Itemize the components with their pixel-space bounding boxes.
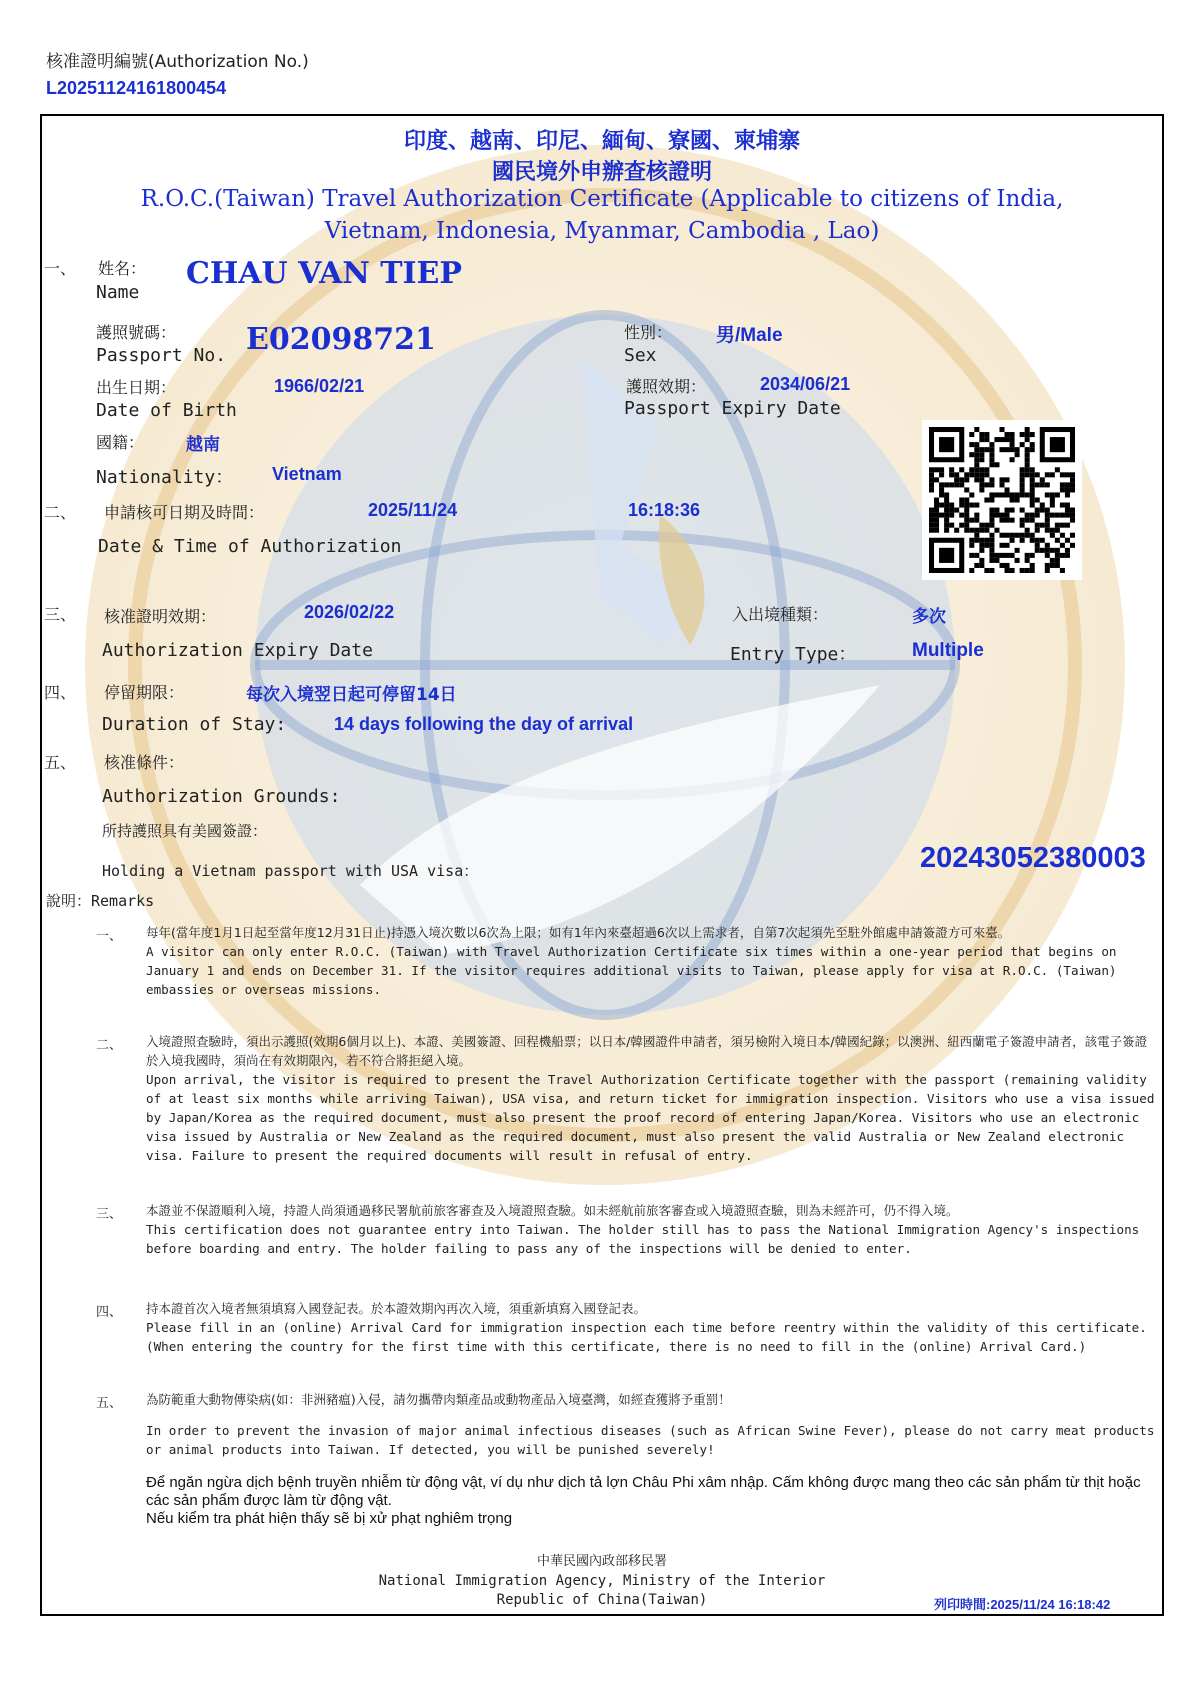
footer-country-en: Republic of China(Taiwan) bbox=[496, 1592, 708, 1608]
nationality-label-zh: 國籍： bbox=[96, 433, 145, 452]
remark-1-zh: 每年(當年度1月1日起至當年度12月31日止)持憑入境次數以6次為上限；如有1年內來臺超過6次以上需求者，自第7次起須先至駐外館處申請簽證方可來臺。 bbox=[146, 925, 1011, 940]
remark-3 bbox=[146, 1201, 1156, 1258]
qr-code-panel bbox=[922, 420, 1082, 580]
auth-expiry-label-zh: 核准證明效期： bbox=[104, 607, 217, 626]
remark-4-number: 四、 bbox=[96, 1305, 123, 1320]
serial-number: 20243052380003 bbox=[920, 842, 1146, 874]
grounds-sub-label-en: Holding a Vietnam passport with USA visa： bbox=[102, 862, 479, 880]
sex-value: 男/Male bbox=[716, 325, 783, 346]
remark-5-number: 五、 bbox=[96, 1396, 123, 1411]
remark-4 bbox=[146, 1299, 1156, 1356]
remarks-label: 說明：Remarks bbox=[46, 892, 155, 910]
remark-3-en: This certification does not guarantee entry into Taiwan. The holder still has to pass the National Immigration Agency's inspections before boarding and entry. The holder failing to pass any of the inspections will be denied to enter. bbox=[146, 1222, 1140, 1256]
title-zh-certificate: 國民境外申辦查核證明 bbox=[491, 160, 712, 185]
duration-label-zh: 停留期限： bbox=[104, 683, 185, 702]
authorization-no-label: 核准證明編號(Authorization No.) bbox=[46, 52, 309, 72]
duration-value-zh: 每次入境翌日起可停留14日 bbox=[246, 685, 457, 705]
remark-4-en: Please fill in an (online) Arrival Card for immigration inspection each time before reentry within the validity of this certificate. (When entering the country for the first time with this certificate, there is no need to fill in the (online) Arrival Card.) bbox=[146, 1320, 1147, 1354]
remark-3-zh: 本證並不保證順利入境，持證人尚須通過移民署航前旅客審查及入境證照查驗。如未經航前旅客審查或入境證照查驗，則為未經許可，仍不得入境。 bbox=[146, 1203, 959, 1218]
entry-type-value: Multiple bbox=[912, 640, 984, 661]
duration-label-en: Duration of Stay: bbox=[102, 714, 287, 735]
remark-4-zh: 持本證首次入境者無須填寫入國登記表。於本證效期內再次入境，須重新填寫入國登記表。 bbox=[146, 1301, 647, 1316]
remark-1-number: 一、 bbox=[96, 929, 123, 944]
passport-label-en: Passport No. bbox=[96, 345, 227, 366]
remark-2 bbox=[146, 1032, 1156, 1165]
remark-5-vi-line1: Để ngăn ngừa dịch bệnh truyền nhiễm từ động vật, ví dụ như dịch tả lợn Châu Phi xâm nhập. Cấm không được mang theo các sản phẩm từ thịt hoặc các sản phẩm được làm từ động vật. bbox=[146, 1474, 1141, 1509]
authorization-no-value: L20251124161800454 bbox=[46, 78, 227, 98]
nationality-value-zh: 越南 bbox=[186, 435, 220, 455]
dob-label-zh: 出生日期： bbox=[96, 378, 177, 397]
duration-value: 14 days following the day of arrival bbox=[334, 714, 634, 734]
sex-label-en: Sex bbox=[624, 345, 657, 366]
entry-type-label-zh: 入出境種類： bbox=[732, 605, 829, 624]
section-2-number: 二、 bbox=[44, 503, 77, 522]
name-value: CHAU VAN TIEP bbox=[186, 256, 462, 291]
dob-value: 1966/02/21 bbox=[274, 376, 365, 396]
footer-agency-en: National Immigration Agency, Ministry of the Interior bbox=[378, 1573, 826, 1589]
section-5-number: 五、 bbox=[44, 753, 77, 772]
auth-expiry-value: 2026/02/22 bbox=[304, 602, 395, 622]
remark-2-en: Upon arrival, the visitor is required to present the Travel Authorization Certificate together with the passport (remaining validity of at least six months while arriving Taiwan), USA visa, and return ticket for immigration inspection. Visitors who use a visa issued by Japan/Korea as the required document, must also present the proof record of entering Japan/Korea. Visitors who use an electronic visa issued by Australia or New Zealand as the required document, must also present the valid Australia or New Zealand electronic visa. Failure to present the required documents will result in refusal of entry. bbox=[146, 1072, 1155, 1163]
grounds-sub-label-zh: 所持護照具有美國簽證： bbox=[102, 822, 268, 840]
remark-5-zh: 為防範重大動物傳染病(如：非洲豬瘟)入侵，請勿攜帶肉類產品或動物產品入境臺灣，如經查獲將予重罰！ bbox=[146, 1392, 731, 1407]
auth-date-value: 2025/11/24 bbox=[368, 500, 458, 520]
entry-type-value-zh: 多次 bbox=[912, 607, 946, 627]
print-time: 列印時間:2025/11/24 16:18:42 bbox=[934, 1597, 1111, 1612]
name-label-en: Name bbox=[96, 282, 140, 303]
section-1-number: 一、 bbox=[44, 259, 77, 278]
title-zh-countries: 印度、越南、印尼、緬甸、寮國、柬埔寨 bbox=[403, 129, 800, 154]
grounds-label-en: Authorization Grounds: bbox=[102, 786, 341, 807]
remark-5-en: In order to prevent the invasion of major animal infectious diseases (such as African Swine Fever), please do not carry meat products or animal products into Taiwan. If detected, you will be punished severely! bbox=[146, 1423, 1155, 1457]
section-4-number: 四、 bbox=[44, 683, 77, 702]
dob-label-en: Date of Birth bbox=[96, 400, 237, 421]
auth-expiry-label-en: Authorization Expiry Date bbox=[102, 640, 373, 661]
passport-label-zh: 護照號碼： bbox=[96, 323, 177, 342]
section-3-number: 三、 bbox=[44, 605, 77, 624]
passport-expiry-label-en: Passport Expiry Date bbox=[624, 398, 841, 419]
auth-time-label-en: Date & Time of Authorization bbox=[98, 536, 402, 557]
title-en-line1: R.O.C.(Taiwan) Travel Authorization Certificate (Applicable to citizens of India, bbox=[140, 186, 1064, 212]
grounds-label-zh: 核准條件： bbox=[104, 753, 185, 772]
remark-5 bbox=[146, 1390, 1156, 1459]
passport-expiry-value: 2034/06/21 bbox=[760, 374, 851, 394]
footer-agency-zh: 中華民國內政部移民署 bbox=[536, 1554, 667, 1569]
sex-label-zh: 性別： bbox=[624, 323, 673, 342]
auth-time-value: 16:18:36 bbox=[628, 500, 701, 520]
auth-time-label-zh: 申請核可日期及時間： bbox=[104, 503, 265, 522]
remark-1-en: A visitor can only enter R.O.C. (Taiwan) with Travel Authorization Certificate six times within a one-year period that begins on January 1 and ends on December 31. If the visitor requires additional visits to Taiwan, please apply for visa at R.O.C. (Taiwan) embassies or overseas missions. bbox=[146, 944, 1117, 997]
remark-5-vi-line2: Nếu kiểm tra phát hiện thấy sẽ bị xử phạt nghiêm trọng bbox=[146, 1510, 513, 1527]
name-label-zh: 姓名： bbox=[98, 259, 147, 278]
nationality-value: Vietnam bbox=[272, 464, 342, 484]
remark-2-zh: 入境證照查驗時，須出示護照(效期6個月以上)、本證、美國簽證、回程機船票；以日本/韓國證件申請者，須另檢附入境日本/韓國紀錄；以澳洲、紐西蘭電子簽證申請者，該電子簽證於入境我國時，須尚在有效期限內，若不符合將拒絕入境。 bbox=[146, 1034, 1148, 1068]
remark-3-number: 三、 bbox=[96, 1207, 123, 1222]
passport-value: E02098721 bbox=[246, 322, 436, 357]
qr-code-icon bbox=[929, 427, 1075, 573]
title-en-line2: Vietnam, Indonesia, Myanmar, Cambodia , Lao) bbox=[324, 218, 880, 244]
remark-1 bbox=[146, 923, 1156, 999]
passport-expiry-label-zh: 護照效期： bbox=[626, 377, 707, 396]
remark-2-number: 二、 bbox=[96, 1038, 123, 1053]
nationality-label-en: Nationality： bbox=[96, 467, 234, 488]
entry-type-label-en: Entry Type： bbox=[730, 644, 857, 665]
